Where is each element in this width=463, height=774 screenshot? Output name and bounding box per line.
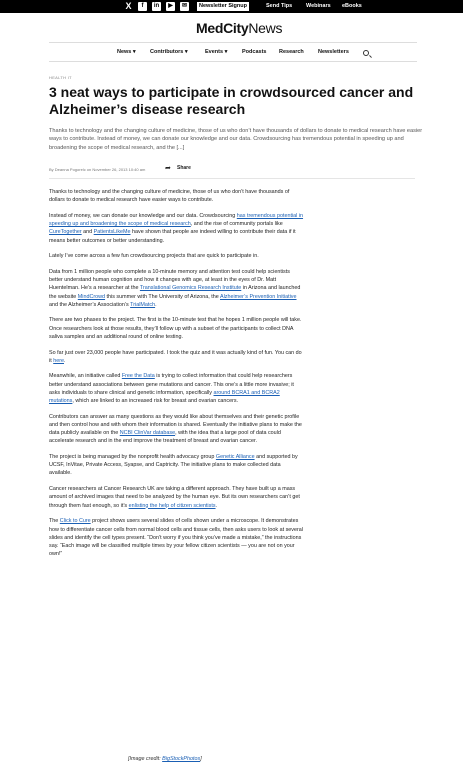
logo-news: News: [248, 20, 283, 36]
text: The project is being managed by the nonprofit health advocacy group: [49, 454, 216, 461]
text: , which are linked to an increased risk for breast and ovarian cancers.: [72, 398, 239, 405]
article-excerpt: Thanks to technology and the changing culture of medicine, those of us who don’t have thousands of dollars to donate to medical research have easier ways to contribute. Instead of money, we can donate our knowledge and our data. Crowdsourcing has tremendous potential in speeding up and broadening the scope of medical research, and the [...]: [49, 128, 423, 151]
linkedin-icon[interactable]: in: [153, 3, 160, 9]
text: Meanwhile, an initiative called: [49, 373, 122, 380]
text: Cancer researchers at Cancer Research UK are taking a different approach. They have built up a mass amount of archived images that need to be analyzed by the human eye. But its own researchers can’t get through them fast enough, so it’s: [49, 486, 300, 509]
text: and: [81, 229, 94, 236]
text: Lately I’ve come across a few fun crowdsourcing projects that are quick to participate in.: [49, 253, 259, 260]
send-tips-link[interactable]: Send Tips: [266, 3, 293, 9]
paragraph: [49, 517, 304, 558]
text: in Arizona and launched the website: [49, 285, 301, 300]
logo-med: MedCity: [196, 20, 249, 36]
text: is trying to collect information that could help researchers better understand associations between gene mutations and cancer. This one’s a little more invasive; it asks individuals to share clinical and genetic information, specifically: [49, 373, 294, 396]
text: There are two phases to the project. The first is the 10-minute test that he hopes 1 million people will take. Once researchers look at those results, they’ll follow up with a subset of the participants to collect DNA saliva samples and an additional round of online testing.: [49, 317, 302, 340]
nav-news[interactable]: News ▾: [117, 49, 136, 55]
article-byline: By Deanna Pogorelc on November 26, 2013 10:40 am: [49, 167, 146, 172]
category-kicker[interactable]: HEALTH IT: [49, 75, 72, 80]
text: and the Alzheimer’s Association’s: [49, 301, 131, 308]
paragraph: [49, 453, 304, 478]
share-icon[interactable]: ➦: [165, 165, 171, 172]
paragraph: [49, 349, 304, 365]
nav-events[interactable]: Events ▾: [205, 49, 228, 55]
patientslikeme-link[interactable]: PatientsLikeMe: [93, 229, 131, 236]
text: this summer with The University of Arizona, the: [105, 293, 220, 300]
text: [Image credit:: [128, 756, 163, 762]
click-to-cure-link[interactable]: Click to Cure: [59, 518, 91, 525]
text: .: [64, 357, 66, 364]
nav-newsletters[interactable]: Newsletters: [318, 49, 349, 55]
paragraph: [49, 413, 304, 446]
text: have shown that people are indeed willing to contribute their data if it means better outcomes or better understanding.: [49, 229, 296, 244]
text: The: [49, 518, 60, 525]
paragraph: [49, 188, 304, 204]
newsletter-signup-button[interactable]: Newsletter Signup: [199, 3, 247, 9]
top-bar: [0, 0, 463, 13]
header-divider: [49, 178, 415, 179]
text: , with the idea that a large pool of data could accelerate research and in the end improve the treatment of breast and ovarian cancer.: [49, 430, 281, 445]
mindcrowd-link[interactable]: MindCrowd: [77, 293, 106, 300]
paragraph: [49, 316, 304, 341]
clinvar-link[interactable]: NCBI ClinVar database: [119, 430, 176, 437]
paragraph: [49, 252, 304, 260]
crowdsourcing-link[interactable]: has tremendous potential in speeding up and broadening the scope of medical research: [49, 212, 304, 228]
site-logo[interactable]: [196, 20, 282, 36]
email-icon[interactable]: ✉: [181, 3, 188, 9]
main-nav: [49, 42, 417, 62]
genetic-alliance-link[interactable]: Genetic Alliance: [215, 454, 255, 461]
text: project shows users several slides of cells shown under a microscope. It demonstrates how to differentiate cancer cells from normal blood cells and tissue cells, then asks users to look at several slides and identify the cell types present. “Don’t worry if you think you’ve made a mistake,” the instructions say. “Each image will be classified multiple times by your fellow citizen scientists — you are not on your own!”: [49, 518, 303, 558]
text: So far just over 23,000 people have participated. I took the quiz and it was actually kind of fun. You can do it: [49, 349, 302, 364]
text: and supported by UCSF, InVitae, Private Access, Syapse, and Captricity. The initiative plans to make collected data available.: [49, 454, 298, 477]
text: Thanks to technology and the changing culture of medicine, those of us who don’t have thousands of dollars to donate to medical research have easier ways to contribute.: [49, 189, 290, 204]
article-body: [49, 188, 304, 566]
image-credit: [128, 756, 202, 762]
text: , and the rise of community portals like: [190, 221, 283, 228]
alzheimers-prevention-link[interactable]: Alzheimer’s Prevention Initiative: [220, 293, 297, 300]
text: ]: [200, 756, 202, 762]
curetogether-link[interactable]: CureTogether: [49, 229, 82, 236]
text: Data from 1 million people who complete a 10-minute memory and attention test could help scientists better understand human cognition and how it changes with age, at least in the eyes of Dr. Matt Huentelman. He’s a researcher at the: [49, 268, 290, 292]
bigstockphotos-link[interactable]: BigStockPhotos: [162, 756, 201, 762]
text: .: [155, 301, 157, 308]
bcra-mutations-link[interactable]: around BCRA1 and BCRA2 mutations: [49, 389, 280, 405]
paragraph: [49, 485, 304, 510]
quiz-here-link[interactable]: here: [53, 357, 64, 364]
social-links: [124, 2, 189, 11]
webinars-link[interactable]: Webinars: [306, 3, 331, 9]
text: .: [215, 502, 218, 509]
trialmatch-link[interactable]: TrialMatch: [130, 301, 156, 308]
citizen-scientists-link[interactable]: enlisting the help of citizen scientists: [128, 502, 216, 509]
paragraph: [49, 212, 304, 245]
youtube-icon[interactable]: ▶: [166, 2, 175, 11]
facebook-icon[interactable]: f: [138, 2, 147, 11]
paragraph: [49, 268, 304, 309]
free-the-data-link[interactable]: Free the Data: [121, 373, 155, 380]
nav-podcasts[interactable]: Podcasts: [242, 49, 267, 55]
text: Contributors can answer as many questions as they would like about themselves and their genetic profile and then control how and with whom their information is shared. Eventually the initiative plans to make the data publicly available on the: [49, 413, 302, 437]
nav-contributors[interactable]: Contributors ▾: [150, 49, 188, 55]
tgen-link[interactable]: Translational Genomics Research Institute: [139, 285, 242, 292]
text: Instead of money, we can donate our knowledge and our data. Crowdsourcing: [49, 212, 237, 219]
x-twitter-icon[interactable]: X: [125, 1, 132, 11]
nav-research[interactable]: Research: [279, 49, 304, 55]
article-title: 3 neat ways to participate in crowdsourced cancer and Alzheimer’s disease research: [49, 84, 414, 117]
share-button[interactable]: Share: [177, 165, 191, 171]
paragraph: [49, 372, 304, 405]
ebooks-link[interactable]: eBooks: [342, 3, 362, 9]
search-icon[interactable]: [363, 50, 369, 56]
